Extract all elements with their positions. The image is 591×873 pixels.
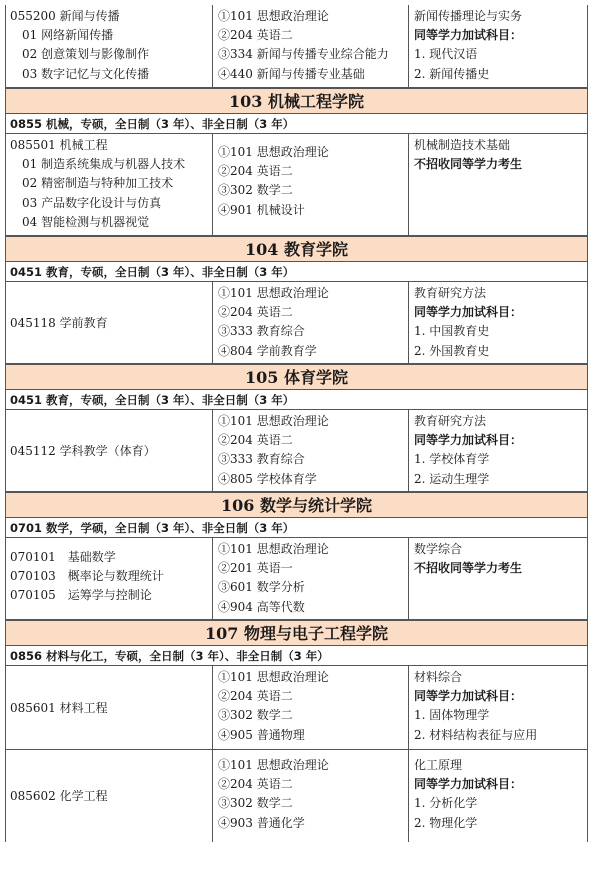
retest-line: 2. 新闻传播史 — [414, 66, 490, 81]
exam-line: ①101 思想政治理论 — [218, 758, 329, 772]
exam-subjects-cell — [213, 410, 409, 491]
major-line: 070101 基础数学 — [10, 550, 116, 564]
exam-line: ②204 英语二 — [218, 305, 293, 320]
table-row — [6, 410, 587, 492]
college-header: 106 数学与统计学院 — [6, 492, 587, 518]
exam-line: ③302 数学二 — [218, 183, 293, 198]
exam-line: ②204 英语二 — [218, 689, 293, 704]
retest-line: 2. 外国教育史 — [414, 343, 490, 358]
retest-line: 2. 材料结构表征与应用 — [414, 727, 538, 742]
exam-line: ③333 教育综合 — [218, 324, 305, 339]
exam-line: ④905 普通物理 — [218, 727, 305, 742]
retest-line: 不招收同等学力考生 — [414, 561, 523, 576]
exam-line: ①101 思想政治理论 — [218, 670, 329, 684]
exam-subjects-cell — [213, 538, 409, 619]
exam-line: ②204 英语二 — [218, 164, 293, 179]
major-line: 01 制造系统集成与机器人技术 — [22, 157, 186, 172]
exam-subjects-cell — [213, 750, 409, 842]
table-row — [6, 750, 587, 842]
retest-cell — [409, 750, 587, 842]
retest-line: 1. 现代汉语 — [414, 47, 478, 62]
table-row — [6, 5, 587, 88]
program-header: 0451 教育，专硕，全日制（3 年）、非全日制（3 年） — [6, 262, 587, 282]
college-header: 104 教育学院 — [6, 236, 587, 262]
major-line: 01 网络新闻传播 — [22, 28, 114, 43]
retest-line: 1. 学校体育学 — [414, 452, 490, 467]
exam-line: ①101 思想政治理论 — [218, 286, 329, 300]
college-header: 103 机械工程学院 — [6, 88, 587, 114]
exam-line: ④805 学校体育学 — [218, 471, 317, 486]
table-row — [6, 134, 587, 236]
major-line: 045118 学前教育 — [10, 315, 108, 330]
exam-line: ④440 新闻与传播专业基础 — [218, 66, 365, 81]
retest-line: 材料综合 — [414, 670, 463, 684]
exam-line: ①101 思想政治理论 — [218, 414, 329, 428]
program-header: 0856 材料与化工，专硕，全日制（3 年）、非全日制（3 年） — [6, 646, 587, 666]
program-header: 0701 数学，学硕，全日制（3 年）、非全日制（3 年） — [6, 518, 587, 538]
retest-line: 不招收同等学力考生 — [414, 157, 523, 172]
major-cell — [6, 666, 213, 749]
retest-line: 教育研究方法 — [414, 414, 487, 428]
retest-cell — [409, 5, 587, 87]
exam-line: ④903 普通化学 — [218, 815, 305, 830]
exam-line: ②204 英语二 — [218, 28, 293, 43]
major-line: 03 产品数字化设计与仿真 — [22, 195, 162, 210]
retest-line: 教育研究方法 — [414, 286, 487, 300]
table-row — [6, 538, 587, 620]
major-cell — [6, 5, 213, 87]
retest-line: 1. 分析化学 — [414, 796, 478, 811]
major-line: 085601 材料工程 — [10, 700, 108, 715]
major-cell — [6, 282, 213, 363]
major-line: 055200 新闻与传播 — [10, 9, 120, 23]
major-cell — [6, 134, 213, 235]
table-row — [6, 282, 587, 364]
retest-line: 2. 物理化学 — [414, 815, 478, 830]
major-line: 085501 机械工程 — [10, 138, 108, 152]
major-line: 085602 化学工程 — [10, 789, 108, 804]
retest-cell — [409, 134, 587, 235]
program-header: 0451 教育，专硕，全日制（3 年）、非全日制（3 年） — [6, 390, 587, 410]
exam-subjects-cell — [213, 5, 409, 87]
retest-line: 2. 运动生理学 — [414, 471, 490, 486]
retest-line: 同等学力加试科目： — [414, 433, 523, 448]
exam-line: ②201 英语一 — [218, 561, 293, 576]
retest-cell — [409, 282, 587, 363]
exam-line: ③302 数学二 — [218, 796, 293, 811]
major-line: 02 精密制造与特种加工技术 — [22, 176, 174, 191]
exam-line: ④804 学前教育学 — [218, 343, 317, 358]
major-line: 045112 学科教学（体育） — [10, 443, 156, 458]
major-cell — [6, 538, 213, 619]
exam-line: ①101 思想政治理论 — [218, 9, 329, 23]
exam-line: ②204 英语二 — [218, 777, 293, 792]
retest-line: 同等学力加试科目： — [414, 777, 523, 792]
exam-line: ④901 机械设计 — [218, 202, 305, 217]
exam-subjects-cell — [213, 282, 409, 363]
exam-subjects-cell — [213, 134, 409, 235]
exam-subjects-cell — [213, 666, 409, 749]
major-line: 03 数字记忆与文化传播 — [22, 66, 150, 81]
retest-cell — [409, 666, 587, 749]
retest-line: 同等学力加试科目： — [414, 305, 523, 320]
exam-line: ③333 教育综合 — [218, 452, 305, 467]
exam-line: ③302 数学二 — [218, 708, 293, 723]
retest-line: 机械制造技术基础 — [414, 138, 511, 152]
retest-line: 1. 中国教育史 — [414, 324, 490, 339]
exam-line: ③334 新闻与传播专业综合能力 — [218, 47, 389, 62]
major-cell — [6, 750, 213, 842]
retest-line: 同等学力加试科目： — [414, 28, 523, 43]
retest-line: 数学综合 — [414, 542, 463, 556]
exam-line: ①101 思想政治理论 — [218, 145, 329, 159]
retest-line: 新闻传播理论与实务 — [414, 9, 523, 23]
retest-cell — [409, 410, 587, 491]
major-cell — [6, 410, 213, 491]
retest-line: 1. 固体物理学 — [414, 708, 490, 723]
exam-line: ③601 数学分析 — [218, 580, 305, 595]
major-line: 02 创意策划与影像制作 — [22, 47, 150, 62]
program-header: 0855 机械，专硕，全日制（3 年）、非全日制（3 年） — [6, 114, 587, 134]
college-header: 107 物理与电子工程学院 — [6, 620, 587, 646]
major-line: 04 智能检测与机器视觉 — [22, 214, 150, 229]
exam-line: ①101 思想政治理论 — [218, 542, 329, 556]
college-header: 105 体育学院 — [6, 364, 587, 390]
major-line: 070105 运筹学与控制论 — [10, 588, 152, 603]
retest-line: 同等学力加试科目： — [414, 689, 523, 704]
table-row — [6, 666, 587, 750]
admissions-table — [5, 5, 588, 842]
major-line: 070103 概率论与数理统计 — [10, 569, 164, 584]
exam-line: ②204 英语二 — [218, 433, 293, 448]
retest-cell — [409, 538, 587, 619]
exam-line: ④904 高等代数 — [218, 599, 305, 614]
retest-line: 化工原理 — [414, 758, 463, 772]
